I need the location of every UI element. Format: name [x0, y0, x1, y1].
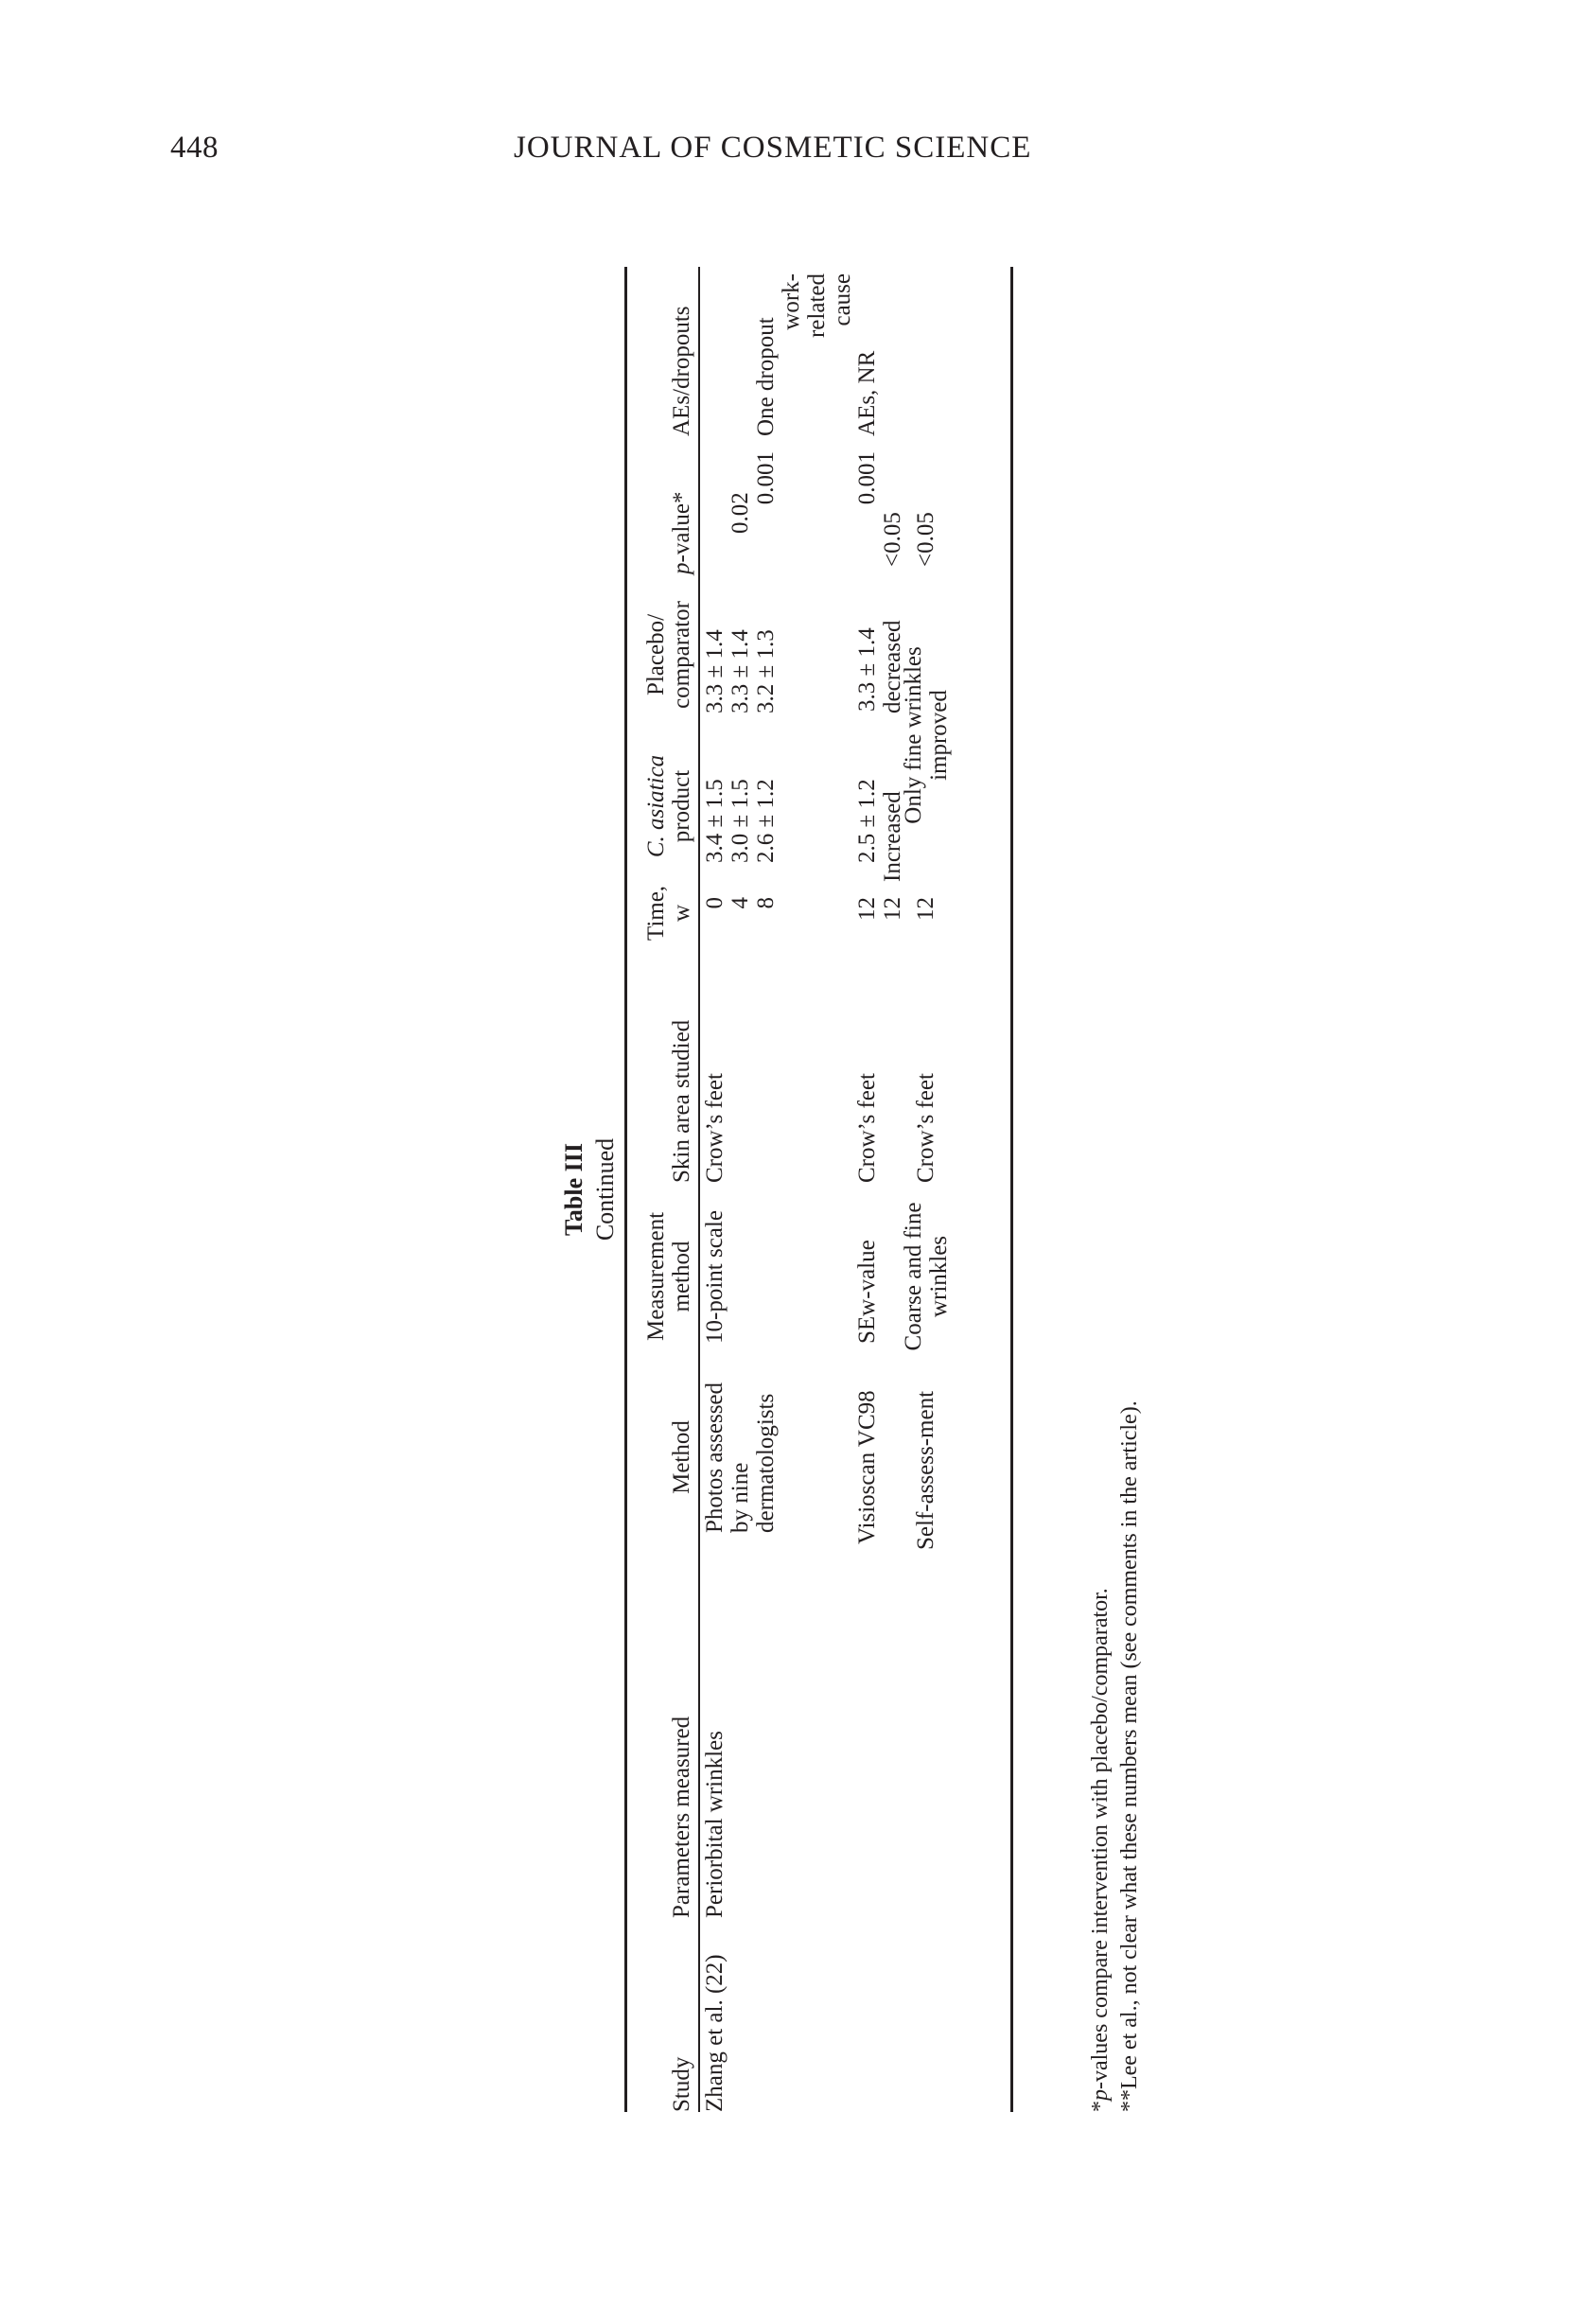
cell-measurement-self-1: Coarse and fine [901, 1202, 926, 1351]
col-placebo-1: Placebo/ [643, 613, 669, 696]
cell-product-12c-2: improved [926, 690, 952, 781]
col-time-2: w [669, 904, 694, 923]
running-head: JOURNAL OF COSMETIC SCIENCE [514, 131, 1032, 165]
cell-method-2: by nine [728, 1462, 753, 1533]
pvalue-rest: -value* [669, 491, 694, 563]
col-measurement-1: Measurement [643, 1211, 669, 1342]
cell-time-8: 8 [753, 897, 779, 909]
cell-aes-12a: AEs, NR [854, 350, 880, 436]
cell-skin-self: Crow’s feet [913, 1073, 938, 1183]
col-pvalue [669, 492, 694, 574]
cell-pvalue-12c: <0.05 [913, 512, 938, 567]
footnote-2: **Lee et al., not clear what these numbers mean (see comments in the article). [1117, 1400, 1142, 2112]
cell-time-12a: 12 [854, 897, 880, 921]
cell-aes-8-4: cause [830, 273, 855, 326]
cell-study: Zhang et al. (22) [702, 1954, 728, 2112]
cell-placebo-12b: decreased [880, 620, 905, 713]
cell-product-4: 3.0 ± 1.5 [728, 779, 753, 863]
page-number: 448 [170, 131, 219, 165]
cell-time-12c: 12 [913, 897, 938, 921]
col-aes: AEs/dropouts [669, 306, 694, 436]
col-product-1 [643, 731, 669, 882]
table-footnotes [1086, 267, 1145, 2112]
pvalue-p: p [669, 562, 694, 574]
footnote-1-star: * [1088, 2101, 1113, 2112]
cell-time-12b: 12 [880, 897, 905, 921]
col-parameters: Parameters measured [669, 1716, 694, 1918]
cell-skin-visioscan: Crow’s feet [854, 1073, 880, 1183]
cell-aes-8-3: related [804, 273, 830, 339]
cell-method-3: dermatologists [753, 1393, 779, 1533]
col-measurement-2: method [669, 1241, 694, 1312]
table-subtitle: Continued [591, 1137, 619, 1241]
table-header-rule [698, 267, 700, 2112]
cell-pvalue-12a: 0.001 [854, 451, 880, 505]
cell-pvalue-4: 0.02 [728, 492, 753, 534]
cell-measurement-self-2: wrinkles [926, 1235, 952, 1318]
col-placebo-2: comparator [669, 601, 694, 709]
cell-aes-8-2: work- [779, 273, 804, 330]
col-skin-area: Skin area studied [669, 1019, 694, 1183]
col-product-2: product [669, 769, 694, 843]
cell-time-4: 4 [728, 897, 753, 909]
cell-skin-1: Crow’s feet [702, 1073, 728, 1183]
cell-method-1: Photos assessed [702, 1382, 728, 1533]
cell-placebo-4: 3.3 ± 1.4 [728, 629, 753, 713]
cell-placebo-12a: 3.3 ± 1.4 [854, 627, 880, 712]
cell-time-0: 0 [702, 897, 728, 909]
cell-product-0: 3.4 ± 1.5 [702, 779, 728, 863]
cell-pvalue-8: 0.001 [753, 451, 779, 505]
col-method: Method [669, 1420, 694, 1494]
table-top-rule [624, 267, 627, 2112]
cell-parameters: Periorbital wrinkles [702, 1731, 728, 1918]
cell-product-12b: Increased [880, 791, 905, 882]
cell-pvalue-12b: <0.05 [880, 512, 905, 567]
cell-product-12c-1: Only fine wrinkles [901, 646, 926, 824]
table-caption [558, 267, 621, 2112]
footnote-1 [1086, 267, 1115, 2112]
cell-measurement-1: 10-point scale [702, 1210, 728, 1344]
cell-aes-8-1: One dropout [753, 317, 779, 436]
footnote-1-text: -values compare intervention with placebo/comparator. [1088, 1588, 1113, 2089]
col-study: Study [669, 2056, 694, 2112]
cell-method-self: Self-assess-ment [913, 1390, 938, 1550]
table-title: Table III [560, 1142, 588, 1237]
table-bottom-rule [1010, 267, 1013, 2112]
col-time-1: Time, [643, 885, 669, 942]
cell-measurement-visioscan: SEw-value [854, 1240, 880, 1344]
cell-placebo-0: 3.3 ± 1.4 [702, 629, 728, 713]
cell-method-visioscan: Visioscan VC98 [854, 1390, 880, 1544]
cell-product-12a: 2.5 ± 1.2 [854, 779, 880, 863]
product-species: C. asiatica [643, 754, 669, 858]
table-iii [558, 267, 1088, 2112]
cell-placebo-8: 3.2 ± 1.3 [753, 629, 779, 713]
cell-product-8: 2.6 ± 1.2 [753, 779, 779, 863]
footnote-1-p: p [1088, 2089, 1113, 2101]
